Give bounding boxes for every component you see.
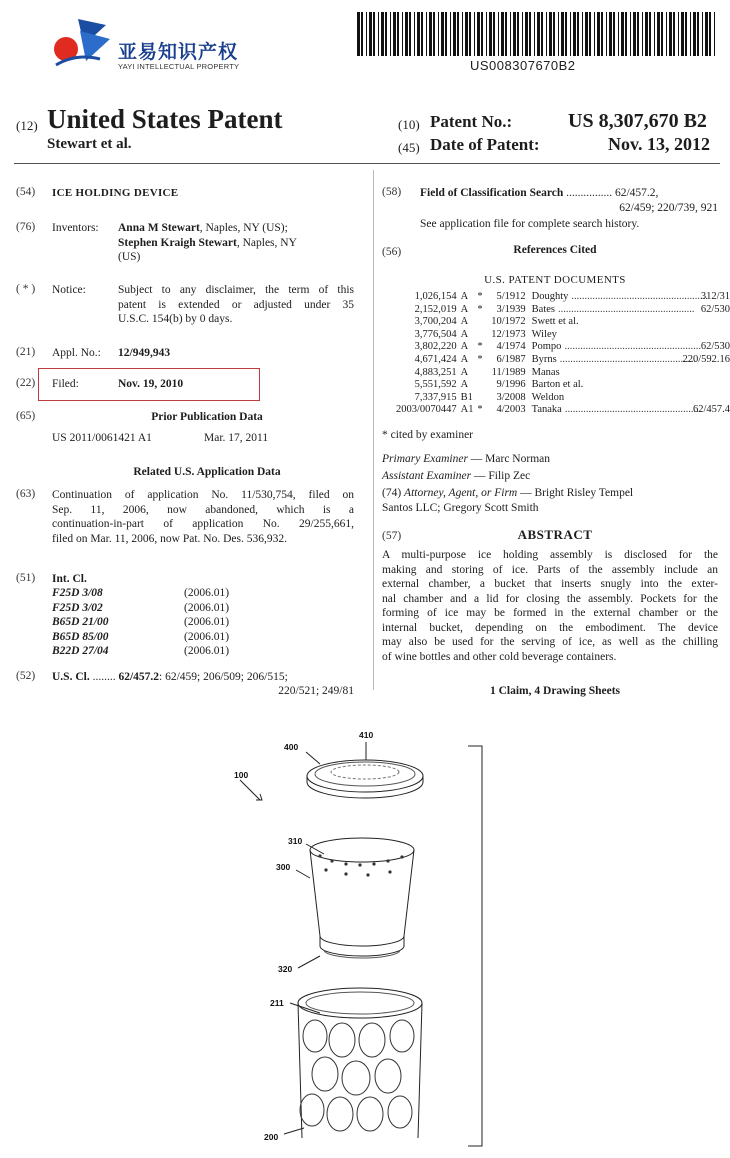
patent-drawing — [220, 718, 510, 1150]
reference-date: 10/1972 — [491, 316, 526, 328]
reference-row — [382, 316, 730, 329]
reference-date: 12/1973 — [491, 328, 526, 340]
field-search-line-1 — [420, 186, 720, 201]
date-label: Date of Patent: — [430, 135, 540, 154]
reference-star — [477, 367, 485, 380]
code-21: (21) — [16, 346, 36, 358]
reference-star: * — [477, 303, 483, 315]
int-cl-year: (2006.01) — [184, 630, 230, 643]
reference-kind: B1 — [460, 391, 473, 403]
label-200: 200 — [264, 1132, 279, 1142]
reference-date: 3/1939 — [496, 303, 526, 315]
int-cl-code: B65D 21/00 — [52, 616, 109, 628]
page-title: United States Patent — [47, 104, 283, 134]
inventor-2-country: (US) — [118, 251, 141, 263]
abstract-line: of wine bottles and other cold beverage containers. — [382, 650, 617, 663]
attorney-line — [382, 486, 718, 501]
reference-name-text: Doughty — [531, 291, 569, 302]
reference-star: * — [477, 404, 483, 416]
reference-kind: A — [460, 303, 469, 315]
code-65: (65) — [16, 410, 36, 422]
reference-cls: 62/457.4 — [692, 404, 730, 416]
references-table-wrap — [382, 291, 730, 417]
abstract-line: external chamber, a bucket that inserts snugly into the exter- — [382, 578, 718, 590]
filed-label: Filed: — [52, 378, 79, 390]
abstract-text — [382, 548, 718, 664]
reference-no: 4,671,424 — [414, 353, 457, 365]
us-patent-documents-heading: U.S. PATENT DOCUMENTS — [484, 274, 626, 286]
int-cl-code: B22D 27/04 — [52, 645, 109, 657]
continuation-line-2: Sep. 11, 2006, now abandoned, which is a — [52, 503, 354, 516]
inventor-2-name: Stephen Kraigh Stewart — [118, 236, 237, 249]
notice-text — [118, 283, 354, 327]
related-data-heading: Related U.S. Application Data — [133, 466, 281, 478]
bucket-holes — [318, 854, 403, 876]
primary-examiner-name: — Marc Norman — [470, 453, 550, 465]
filed-value: Nov. 19, 2010 — [118, 378, 184, 390]
reference-date: 9/1996 — [496, 379, 526, 391]
label-400: 400 — [284, 742, 299, 752]
label-310: 310 — [288, 836, 303, 846]
abstract-line: may also be used for the serving of ice, as well as the chilling — [382, 636, 718, 648]
reference-row — [382, 329, 730, 342]
code-51: (51) — [16, 572, 36, 584]
reference-name — [531, 303, 695, 317]
continuation-text — [52, 488, 354, 546]
reference-name-text: Pompo — [531, 341, 562, 353]
int-cl-year: (2006.01) — [184, 587, 230, 599]
reference-cls: 312/31 — [700, 291, 730, 302]
int-cl-year: (2006.01) — [184, 601, 230, 614]
authors: Stewart et al. — [47, 136, 132, 152]
reference-star — [477, 329, 485, 342]
appl-no-value: 12/949,943 — [118, 347, 171, 359]
label-100: 100 — [234, 770, 249, 780]
reference-cls: 62/530 — [700, 303, 730, 315]
bucket-300 — [310, 838, 414, 958]
logo-chinese-text: 亚易知识产权 — [118, 41, 239, 63]
reference-name — [531, 353, 697, 367]
reference-name — [531, 291, 708, 304]
outer-chamber-200 — [298, 988, 422, 1138]
us-cl-rest: : 62/459; 206/509; 206/515; — [159, 671, 288, 683]
reference-no: 3,776,504 — [414, 328, 457, 340]
reference-dots: .................................................... — [558, 303, 695, 315]
continuation-line-3: continuation-in-part of application No. 29/255,661, — [52, 518, 354, 530]
code-22: (22) — [16, 377, 36, 389]
abstract-line: nal chamber and a lid for closing the assembly. Pockets for the — [382, 592, 718, 605]
notice-line-3: U.S.C. 154(b) by 0 days. — [118, 313, 233, 325]
reference-star: * — [477, 291, 483, 302]
reference-name — [531, 404, 702, 417]
reference-name: Swett et al. — [531, 316, 579, 328]
assembly-bracket — [468, 746, 482, 1146]
reference-no: 2003/0070447 — [396, 404, 457, 416]
reference-dots: .................................................... — [559, 353, 697, 365]
field-search-note: See application file for complete search history. — [420, 218, 640, 230]
reference-no: 5,551,592 — [414, 379, 457, 391]
reference-name: Manas — [531, 366, 560, 378]
reference-no: 1,026,154 — [414, 291, 457, 302]
reference-date: 6/1987 — [496, 353, 526, 365]
inventors-label: Inventors: — [52, 222, 99, 234]
header-divider — [14, 163, 720, 164]
us-cl-main: 62/457.2 — [118, 671, 160, 683]
reference-date: 11/1989 — [491, 366, 526, 378]
reference-dots: .................................................... — [571, 291, 708, 302]
reference-name-text: Byrns — [531, 353, 557, 365]
reference-cls — [675, 392, 730, 405]
reference-row — [382, 354, 730, 367]
yayi-logo-mark — [50, 15, 112, 71]
patent-date: Nov. 13, 2012 — [608, 134, 711, 154]
reference-kind: A1 — [460, 404, 474, 416]
continuation-line-4: filed on Mar. 11, 2006, now Pat. No. Des. 536,932. — [52, 532, 287, 545]
reference-cls — [675, 379, 730, 392]
attorney-firm: — Bright Risley Tempel — [520, 487, 634, 499]
reference-date: 4/2003 — [496, 404, 526, 416]
prior-publication-heading: Prior Publication Data — [151, 411, 263, 423]
column-divider — [373, 170, 374, 690]
references-heading: References Cited — [513, 244, 597, 256]
references-table — [382, 291, 730, 417]
reference-row — [382, 379, 730, 392]
inventor-2-location: , Naples, NY — [236, 236, 297, 249]
appl-no-label: Appl. No.: — [52, 347, 101, 359]
reference-kind: A — [460, 379, 469, 391]
int-cl-code: F25D 3/02 — [52, 601, 103, 614]
reference-star — [477, 379, 485, 392]
us-cl-line-2: 220/521; 249/81 — [278, 685, 354, 697]
patent-number: US 8,307,670 B2 — [568, 110, 707, 132]
reference-cls: 220/592.16 — [682, 353, 730, 365]
reference-kind: A — [460, 366, 469, 378]
label-410: 410 — [359, 730, 374, 740]
reference-row — [382, 304, 730, 317]
reference-date: 3/2008 — [496, 391, 526, 403]
inventor-1-location: , Naples, NY (US); — [199, 222, 288, 234]
reference-name-text: Tanaka — [531, 404, 562, 416]
int-cl-list — [52, 586, 230, 659]
reference-name: Weldon — [531, 391, 565, 403]
code-54: (54) — [16, 186, 36, 198]
reference-name: Barton et al. — [531, 379, 584, 391]
field-search-dots: ................ — [566, 187, 613, 199]
reference-cls — [675, 329, 730, 342]
abstract-line: A multi-purpose ice holding assembly is disclosed for the — [382, 549, 718, 561]
reference-name — [531, 341, 701, 354]
reference-cls — [675, 367, 730, 380]
reference-date: 5/1912 — [496, 291, 526, 302]
inventor-1-name: Anna M Stewart — [118, 222, 200, 234]
logo-english-text: YAYI INTELLECTUAL PROPERTY — [118, 62, 240, 71]
attorney-label: Attorney, Agent, or Firm — [404, 487, 518, 499]
code-10: (10) — [398, 117, 420, 132]
lid-400 — [307, 760, 423, 798]
reference-cls: 62/530 — [700, 341, 730, 353]
int-cl-label: Int. Cl. — [52, 573, 87, 585]
reference-row — [382, 404, 730, 417]
label-211: 211 — [270, 998, 284, 1008]
reference-star: * — [477, 353, 483, 365]
code-74: (74) — [382, 487, 402, 499]
reference-date: 4/1974 — [496, 341, 526, 353]
patent-no-label: Patent No.: — [430, 112, 513, 131]
reference-cls — [675, 316, 730, 329]
notice-line-2: patent is extended or adjusted under 35 — [118, 298, 354, 311]
abstract-line: forming of ice may be formed in the external chamber or the — [382, 607, 718, 619]
reference-star: * — [477, 341, 483, 353]
inventors-block — [118, 221, 366, 265]
claims-summary: 1 Claim, 4 Drawing Sheets — [489, 685, 620, 697]
field-search-label: Field of Classification Search — [420, 187, 564, 199]
reference-row — [382, 341, 730, 354]
us-cl-line — [52, 670, 288, 685]
label-300: 300 — [276, 862, 291, 872]
field-search-line-2: 62/459; 220/739, 921 — [619, 202, 718, 214]
reference-no: 3,802,220 — [414, 341, 457, 353]
prior-publication-number: US 2011/0061421 A1 — [52, 432, 152, 444]
code-76: (76) — [16, 221, 36, 233]
barcode-number: US008307670B2 — [470, 58, 576, 73]
reference-row — [382, 392, 730, 405]
abstract-heading: ABSTRACT — [517, 527, 593, 542]
field-search-class-1: 62/457.2, — [614, 187, 659, 199]
reference-kind: A — [460, 316, 469, 328]
reference-name: Wiley — [531, 328, 557, 340]
prior-publication-date: Mar. 17, 2011 — [204, 432, 269, 444]
reference-kind: A — [460, 341, 469, 353]
code-45: (45) — [398, 140, 420, 155]
int-cl-code: B65D 85/00 — [52, 630, 109, 643]
reference-name-text: Bates — [531, 303, 555, 315]
int-cl-code: F25D 3/08 — [52, 587, 103, 599]
assistant-examiner-line — [382, 469, 530, 484]
abstract-line: internal bucket, depending on the embodiment. The device — [382, 621, 718, 634]
assistant-examiner-label: Assistant Examiner — [382, 470, 472, 482]
reference-dots: .................................................... — [564, 341, 701, 353]
attorney-line-2: Santos LLC; Gregory Scott Smith — [382, 502, 539, 514]
int-cl-year: (2006.01) — [184, 645, 230, 657]
reference-no: 2,152,019 — [414, 303, 457, 315]
invention-title: ICE HOLDING DEVICE — [52, 187, 179, 199]
code-12: (12) — [16, 118, 38, 133]
code-56: (56) — [382, 246, 402, 258]
reference-dots: .................................................... — [564, 404, 702, 416]
reference-no: 7,337,915 — [414, 391, 457, 403]
barcode — [355, 12, 720, 56]
code-63: (63) — [16, 488, 36, 500]
int-cl-year: (2006.01) — [184, 616, 230, 628]
notice-label: Notice: — [52, 284, 86, 296]
primary-examiner-label: Primary Examiner — [382, 453, 468, 465]
ice-pockets — [300, 1020, 414, 1131]
reference-kind: A — [460, 328, 469, 340]
abstract-line: making and storing of ice. Parts of the assembly include an — [382, 563, 718, 576]
code-52: (52) — [16, 670, 36, 682]
reference-row — [382, 291, 730, 304]
reference-kind: A — [460, 291, 469, 302]
cited-by-examiner-note: * cited by examiner — [382, 429, 474, 441]
reference-no: 4,883,251 — [414, 366, 457, 378]
reference-row — [382, 367, 730, 380]
code-57: (57) — [382, 530, 402, 542]
reference-kind: A — [460, 353, 469, 365]
reference-no: 3,700,204 — [414, 316, 457, 328]
us-cl-dots: ........ — [92, 671, 116, 683]
label-320: 320 — [278, 964, 293, 974]
primary-examiner-line — [382, 452, 550, 467]
continuation-line-1: Continuation of application No. 11/530,754, filed on — [52, 489, 354, 501]
reference-star — [477, 316, 485, 329]
reference-star — [477, 392, 485, 405]
assistant-examiner-name: — Filip Zec — [474, 470, 531, 482]
us-cl-label: U.S. Cl. — [52, 671, 90, 683]
code-notice: ( * ) — [16, 283, 36, 295]
code-58: (58) — [382, 186, 402, 198]
notice-line-1: Subject to any disclaimer, the term of this — [118, 284, 354, 296]
